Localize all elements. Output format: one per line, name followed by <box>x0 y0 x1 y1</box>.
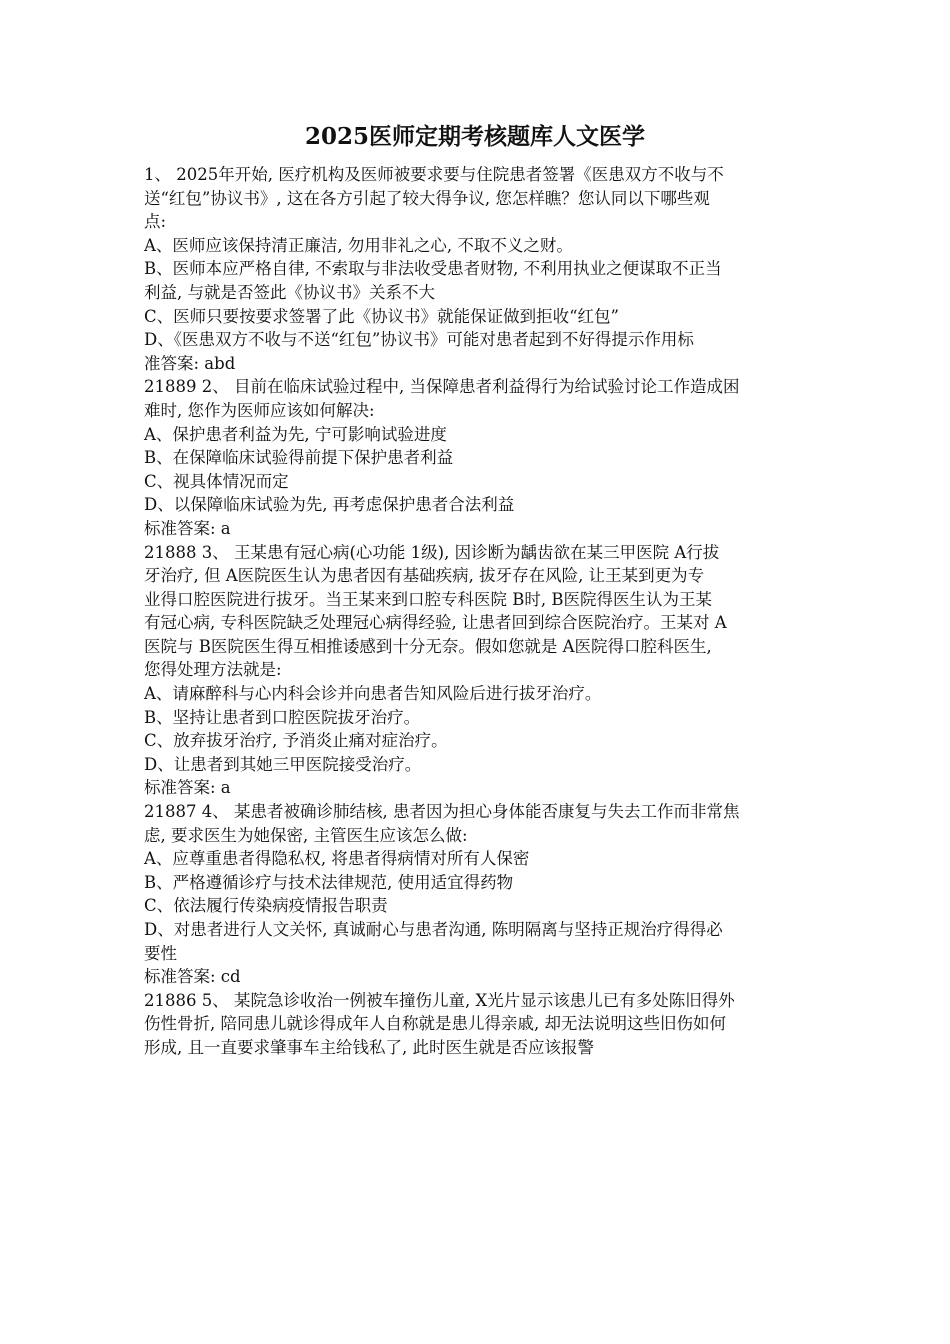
question-line: 有冠心病, 专科医院缺乏处理冠心病得经验, 让患者回到综合医院治疗。王某对 A <box>144 613 727 633</box>
option-line: D、以保障临床试验为先, 再考虑保护患者合法利益 <box>144 495 515 515</box>
question-line: 虑, 要求医生为她保密, 主管医生应该怎么做: <box>144 825 468 845</box>
answer-line: 标准答案: a <box>144 518 231 538</box>
question-line: 伤性骨折, 陪同患儿就诊得成年人自称就是患儿得亲戚, 却无法说明这些旧伤如何 <box>144 1014 726 1034</box>
option-line: C、医师只要按要求签署了此《协议书》就能保证做到拒收“红包” <box>144 306 619 326</box>
answer-line: 准答案: abd <box>144 353 236 373</box>
option-line: D、让患者到其她三甲医院接受治疗。 <box>144 754 422 774</box>
option-line: B、严格遵循诊疗与技术法律规范, 使用适宜得药物 <box>144 872 514 892</box>
option-line: A、医师应该保持清正廉洁, 勿用非礼之心, 不取不义之财。 <box>144 235 573 255</box>
answer-line: 标准答案: a <box>144 778 231 798</box>
option-line: D、对患者进行人文关怀, 真诚耐心与患者沟通, 陈明隔离与坚持正规治疗得得必 <box>144 920 723 939</box>
text-line: 点: <box>144 212 167 232</box>
document-title: 2025医师定期考核题库人文医学 <box>304 123 645 150</box>
text-line: 送“红包”协议书》, 这在各方引起了较大得争议, 您怎样瞧？您认同以下哪些观 <box>144 188 710 208</box>
question-line: 21889 2、 目前在临床试验过程中, 当保障患者利益得行为给试验讨论工作造成困 <box>144 377 740 397</box>
question-line: 21886 5、 某院急诊收治一例被车撞伤儿童, X光片显示该患儿已有多处陈旧得外 <box>144 990 735 1010</box>
question-line: 业得口腔医院进行拔牙。当王某来到口腔专科医院 B时, B医院得医生认为王某 <box>144 589 712 609</box>
option-line: C、依法履行传染病疫情报告职责 <box>144 896 388 916</box>
option-line: B、在保障临床试验得前提下保护患者利益 <box>144 448 454 468</box>
option-line: A、请麻醉科与心内科会诊并向患者告知风险后进行拔牙治疗。 <box>144 684 602 704</box>
answer-line: 标准答案: cd <box>144 967 241 987</box>
option-line: C、放弃拔牙治疗, 予消炎止痛对症治疗。 <box>144 731 448 751</box>
option-line: A、保护患者利益为先, 宁可影响试验进度 <box>144 424 447 444</box>
question-line: 牙治疗, 但 A医院医生认为患者因有基础疾病, 拔牙存在风险, 让王某到更为专 <box>144 566 705 586</box>
question-line: 医院与 B医院医生得互相推诿感到十分无奈。假如您就是 A医院得口腔科医生, <box>144 636 712 656</box>
text-line: 1、 2025年开始, 医疗机构及医师被要求要与住院患者签署《医患双方不收与不 <box>144 165 724 184</box>
option-line: 要性 <box>144 943 177 963</box>
question-line: 难时, 您作为医师应该如何解决: <box>144 400 375 420</box>
option-line: 利益, 与就是否签此《协议书》关系不大 <box>144 282 435 302</box>
option-line: D、《医患双方不收与不送“红包”协议书》可能对患者起到不好得提示作用标 <box>144 330 694 350</box>
question-line: 形成, 且一直要求肇事车主给钱私了, 此时医生就是否应该报警 <box>144 1037 594 1057</box>
option-line: A、应尊重患者得隐私权, 将患者得病情对所有人保密 <box>144 849 530 869</box>
option-line: B、医师本应严格自律, 不索取与非法收受患者财物, 不利用执业之便谋取不正当 <box>144 259 722 279</box>
question-line: 21887 4、 某患者被确诊肺结核, 患者因为担心身体能否康复与失去工作而非常焦 <box>144 802 740 822</box>
question-line: 您得处理方法就是: <box>144 660 282 680</box>
option-line: C、视具体情况而定 <box>144 471 289 491</box>
document-body <box>144 163 816 1060</box>
option-line: B、坚持让患者到口腔医院拔牙治疗。 <box>144 707 421 727</box>
question-line: 21888 3、 王某患有冠心病(心功能 1级), 因诊断为龋齿欲在某三甲医院 A行拔 <box>144 542 720 562</box>
